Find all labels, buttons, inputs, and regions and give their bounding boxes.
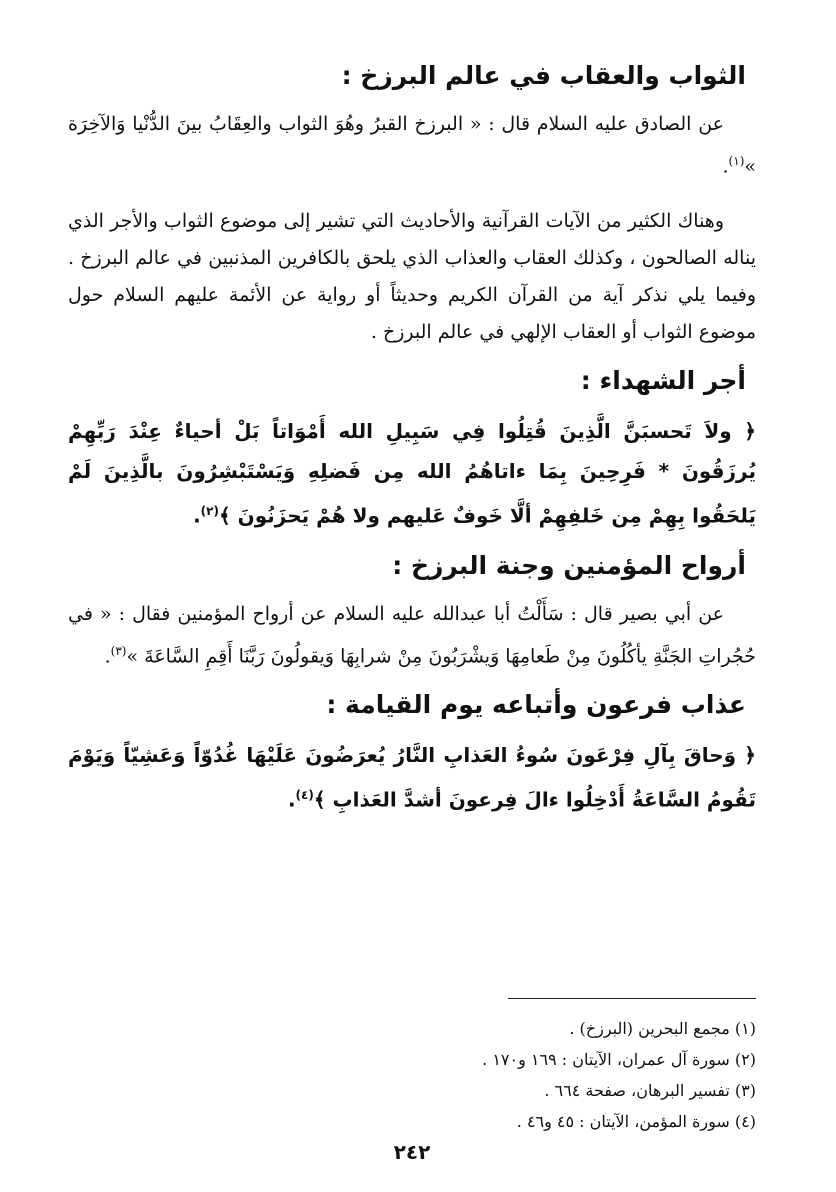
footnote-item: (٢) سورة آل عمران، الآيتان : ١٦٩ و١٧٠ . (482, 1050, 756, 1069)
footnote-ref-1: (١) (728, 154, 745, 168)
book-page (68, 58, 756, 1192)
hadith-abu-basir-paragraph: عن أبي بصير قال : سَأَلْتُ أبا عبدالله عليه السلام عن أرواح المؤمنين فقال : « في حُجُراتِ الجَنَّةِ يأكُلُونَ مِنْ طَعامِهَا وَيشْرَبُونَ مِنْ شرابِهَا وَيقولُونَ رَبَّنَا أَقِمِ السَّاعَةَ »$^{(٣)}$. (68, 602, 756, 668)
footnote-ref-2: (٢) (200, 504, 219, 519)
quran-verse-pharaoh-text: ﴿ وَحاقَ بِآلِ فِرْعَونَ سُوءُ العَذابِ النَّارُ يُعرَضُونَ عَلَيْهَا غُدُوّاً وَعَشِيّاً وَيَوْمَ تَقُومُ السَّاعَةُ أَدْخِلُوا ءالَ فِرعونَ أشدَّ العَذابِ ﴾ (68, 743, 756, 812)
footnote-ref-4: (٤) (295, 788, 314, 803)
hadith-al-sadiq-paragraph: عن الصادق عليه السلام قال : « البرزخ القبرُ وهُوَ الثواب والعِقَابُ بينَ الدُّنْيا وَالآخِرَة »$^{(١)}$. (68, 113, 756, 178)
quran-verse-martyrs-text: ﴿ ولاَ تَحسبَنَّ الَّذِينَ قُتِلُوا فِي سَبِيلِ الله أَمْوَاتاً بَلْ أحياءٌ عِنْدَ رَبِّهِمْ يُرزَقُونَ * فَرِحِينَ بِمَا ءاتاهُمُ الله مِن فَضلِهِ وَيَسْتَبْشِرُونَ بالَّذِينَ لَمْ يَلحَقُوا بِهِمْ مِن خَلفِهِمْ ألَّا خَوفٌ عَليهم ولا هُمْ يَحزَنُونَ ﴾ (68, 419, 756, 528)
footnote-item: (٤) سورة المؤمن، الآيتان : ٤٥ و٤٦ . (516, 1112, 756, 1131)
page-number: ٢٤٢ (393, 1140, 431, 1164)
footnote-item: (٣) تفسير البرهان، صفحة ٦٦٤ . (544, 1081, 756, 1100)
footnote-divider (508, 998, 756, 999)
section-heading-pharaoh: عذاب فرعون وأتباعه يوم القيامة : (326, 690, 746, 720)
section-heading-believers-souls: أرواح المؤمنين وجنة البرزخ : (392, 550, 746, 580)
hadith-al-sadiq-text: عن الصادق عليه السلام قال : « البرزخ القبرُ وهُوَ الثواب والعِقَابُ بينَ الدُّنْيا وَالآخِرَة » (68, 113, 756, 178)
footnote-item: (١) مجمع البحرين (البرزخ) . (569, 1019, 756, 1038)
footnotes-list (68, 1013, 756, 1137)
footnote-ref-3: (٣) (110, 643, 127, 658)
section-heading-martyrs: أجر الشهداء : (580, 366, 746, 396)
intro-paragraph: وهناك الكثير من الآيات القرآنية والأحاديث التي تشير إلى موضوع الثواب والأجر الذي يناله الصالحون ، وكذلك العقاب والعذاب الذي يلحق بالكافرين المذنبين في عالم البرزخ . وفيما يلي نذكر آية من القرآن الكريم وحديثاً أو رواية عن الأئمة عليهم السلام حول موضوع الثواب أو العقاب الإلهي في عالم البرزخ . (68, 210, 756, 344)
quran-verse-pharaoh: ﴿ وَحاقَ بِآلِ فِرْعَونَ سُوءُ العَذابِ النَّارُ يُعرَضُونَ عَلَيْهَا غُدُوّاً وَعَشِيّاً وَيَوْمَ تَقُومُ السَّاعَةُ أَدْخِلُوا ءالَ فِرعونَ أشدَّ العَذابِ ﴾$^{(٤)}$. (68, 743, 756, 812)
quran-verse-martyrs: ﴿ ولاَ تَحسبَنَّ الَّذِينَ قُتِلُوا فِي سَبِيلِ الله أَمْوَاتاً بَلْ أحياءٌ عِنْدَ رَبِّهِمْ يُرزَقُونَ * فَرِحِينَ بِمَا ءاتاهُمُ الله مِن فَضلِهِ وَيَسْتَبْشِرُونَ بالَّذِينَ لَمْ يَلحَقُوا بِهِمْ مِن خَلفِهِمْ ألَّا خَوفٌ عَليهم ولا هُمْ يَحزَنُونَ ﴾$^{(٢)}$. (68, 419, 756, 528)
section-heading-reward-punishment: الثواب والعقاب في عالم البرزخ : (341, 61, 746, 90)
hadith-abu-basir-text: عن أبي بصير قال : سَأَلْتُ أبا عبدالله عليه السلام عن أرواح المؤمنين فقال : « في حُجُراتِ الجَنَّةِ يأكُلُونَ مِنْ طَعامِهَا وَيشْرَبُونَ مِنْ شرابِهَا وَيقولُونَ رَبَّنَا أَقِمِ السَّاعَةَ » (68, 602, 756, 668)
